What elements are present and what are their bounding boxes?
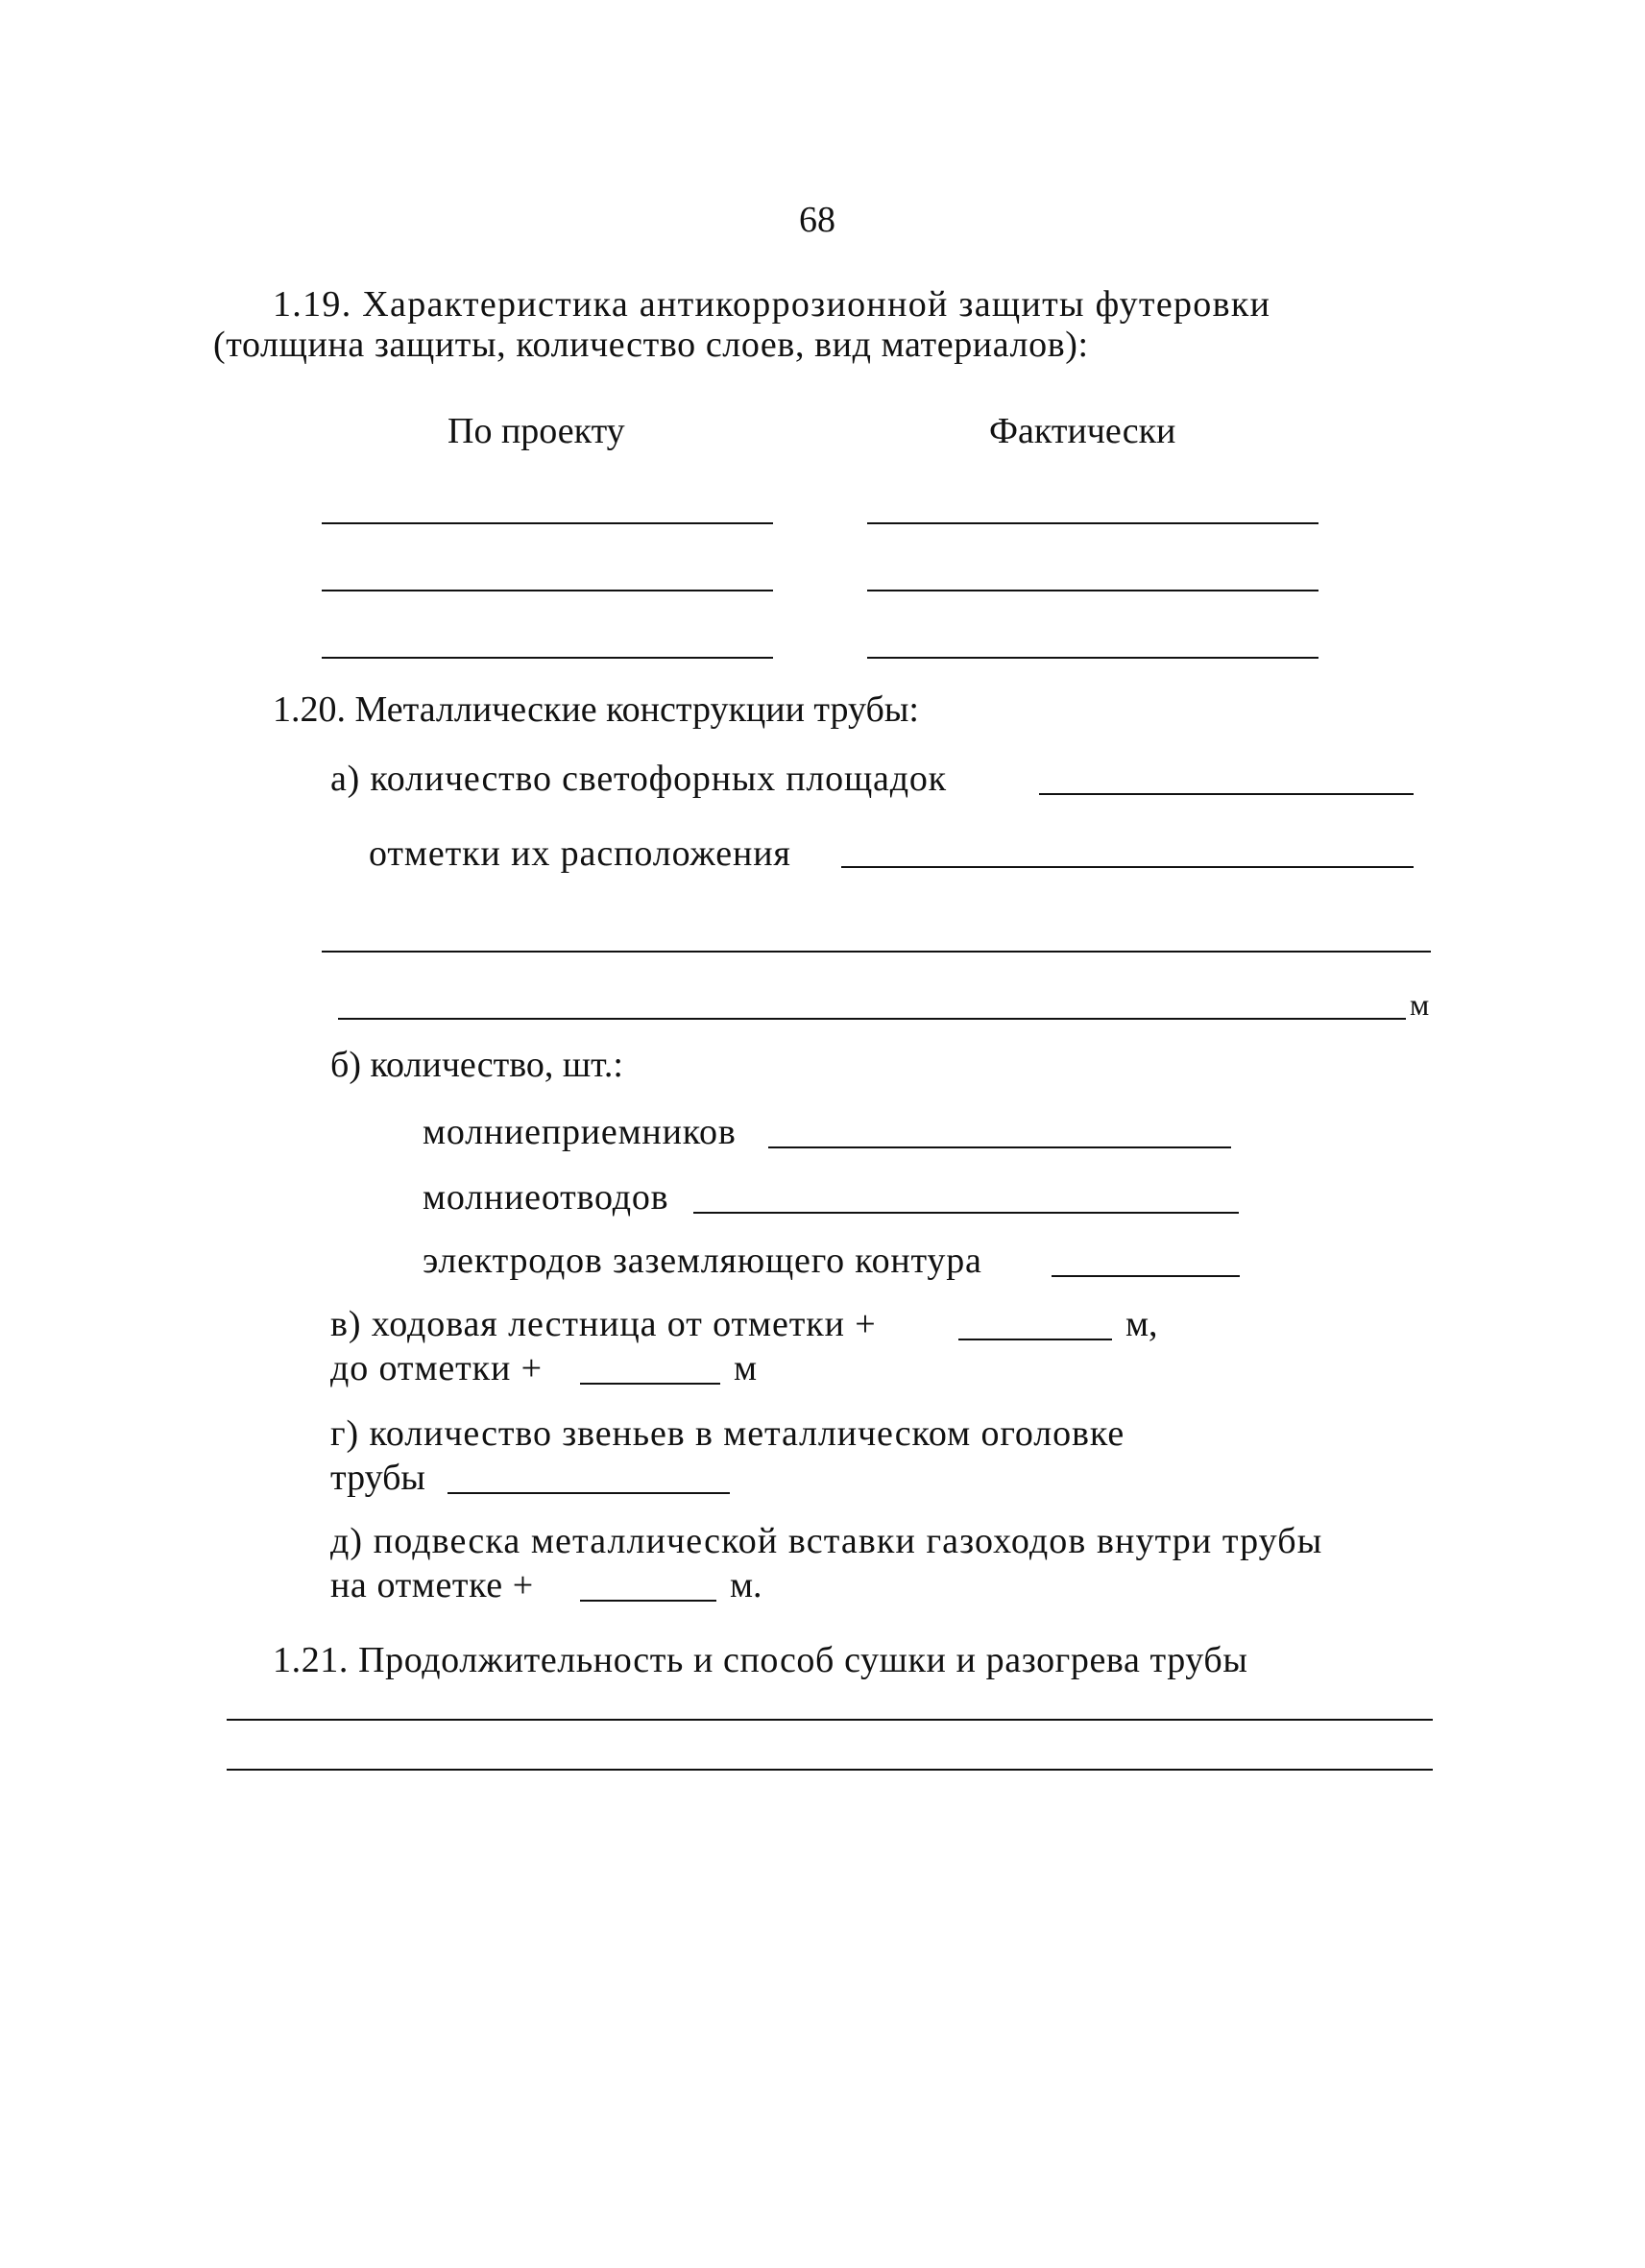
platform-marks-blank-2[interactable] [322,951,1431,953]
down-conductors-blank[interactable] [693,1212,1239,1214]
head-links-blank[interactable] [448,1492,730,1494]
platform-marks-blank-1[interactable] [841,866,1414,868]
ladder-from-label: в) ходовая лестница от отметки + [330,1304,877,1344]
platform-marks-blank-3[interactable] [338,1018,1406,1020]
insert-suspension-label-line1: д) подвеска металлической вставки газоходов внутри трубы [330,1521,1323,1561]
grounding-electrodes-label: электродов заземляющего контура [423,1241,982,1281]
platform-marks-label: отметки их расположения [369,833,791,874]
head-links-label-line1: г) количество звеньев в металлическом оголовке [330,1413,1125,1454]
lightning-receivers-label: молниеприемников [423,1112,737,1152]
traffic-light-platforms-blank[interactable] [1039,793,1414,795]
actual-blank-line-1[interactable] [867,522,1318,524]
drying-blank-line-1[interactable] [227,1719,1433,1721]
lightning-receivers-blank[interactable] [768,1146,1231,1148]
page-number: 68 [799,200,835,240]
insert-suspension-label-line2: на отметке + [330,1565,534,1605]
section-1-20-title: 1.20. Металлические конструкции трубы: [273,689,919,730]
head-links-label-line2: трубы [330,1458,425,1498]
ladder-from-unit: м, [1125,1304,1158,1344]
platform-marks-unit: м [1410,987,1430,1022]
section-1-21-title: 1.21. Продолжительность и способ сушки и разогрева трубы [273,1640,1248,1680]
ladder-to-blank[interactable] [580,1383,720,1385]
grounding-electrodes-blank[interactable] [1052,1275,1240,1277]
down-conductors-label: молниеотводов [423,1177,669,1218]
project-blank-line-1[interactable] [322,522,773,524]
ladder-from-blank[interactable] [958,1339,1112,1340]
actual-blank-line-2[interactable] [867,590,1318,591]
actual-blank-line-3[interactable] [867,657,1318,659]
insert-suspension-unit: м. [730,1565,762,1605]
ladder-to-label: до отметки + [330,1348,543,1388]
column-header-actual: Фактически [989,411,1176,451]
project-blank-line-3[interactable] [322,657,773,659]
traffic-light-platforms-label: а) количество светофорных площадок [330,759,947,799]
quantity-label: б) количество, шт.: [330,1045,623,1085]
drying-blank-line-2[interactable] [227,1769,1433,1771]
section-1-19-title-line1: 1.19. Характеристика антикоррозионной защиты футеровки [273,284,1271,325]
section-1-19-title-line2: (толщина защиты, количество слоев, вид материалов): [213,325,1089,365]
insert-suspension-blank[interactable] [580,1600,716,1602]
column-header-project: По проекту [448,411,625,451]
project-blank-line-2[interactable] [322,590,773,591]
ladder-to-unit: м [734,1348,758,1388]
